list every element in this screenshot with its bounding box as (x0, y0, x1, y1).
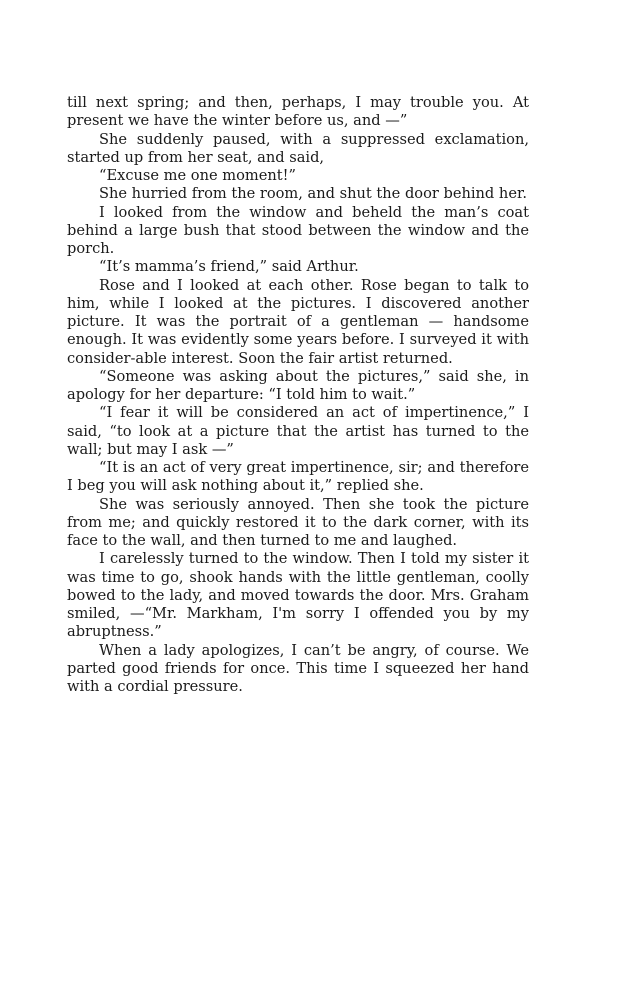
paragraph: When a lady apologizes, I can’t be angry, of course. We parted good friends for once. This time I squeezed her hand with a cordial pressure. (67, 641, 529, 695)
page-body (67, 94, 529, 696)
paragraph: She suddenly paused, with a suppressed exclamation, started up from her seat, and said, (67, 130, 529, 166)
paragraph: “It is an act of very great impertinence, sir; and therefore I beg you will ask nothing about it,” replied she. (67, 459, 529, 495)
paragraph-continuation: till next spring; and then, perhaps, I may trouble you. At present we have the winter before us, and —” (67, 94, 529, 130)
paragraph: “It’s mamma’s friend,” said Arthur. (99, 258, 359, 276)
paragraph: I carelessly turned to the window. Then I told my sister it was time to go, shook hands with the little gentleman, coolly bowed to the lady, and moved towards the door. Mrs. Graham smiled, —“Mr. Markham, I'm sorry I offended you by my abruptness.” (67, 550, 529, 641)
paragraph: “Excuse me one moment!” (99, 167, 296, 184)
paragraph: She was seriously annoyed. Then she took the picture from me; and quickly restored it to the dark corner, with its face to the wall, and then turned to me and laughed. (67, 495, 529, 549)
paragraph: “I fear it will be considered an act of impertinence,” I said, “to look at a picture that the artist has turned to the wall; but may I ask —” (67, 404, 529, 458)
paragraph: I looked from the window and beheld the man’s coat behind a large bush that stood between the window and the porch. (67, 203, 529, 257)
paragraph: She hurried from the room, and shut the door behind her. (99, 185, 527, 203)
paragraph: “Someone was asking about the pictures,” said she, in apology for her departure: “I told him to wait.” (67, 367, 529, 403)
paragraph: Rose and I looked at each other. Rose began to talk to him, while I looked at the pictures. I discovered another picture. It was the portrait of a gentleman — handsome enough. It was evidently some years before. I surveyed it with consider-able interest. Soon the fair artist returned. (67, 276, 529, 367)
